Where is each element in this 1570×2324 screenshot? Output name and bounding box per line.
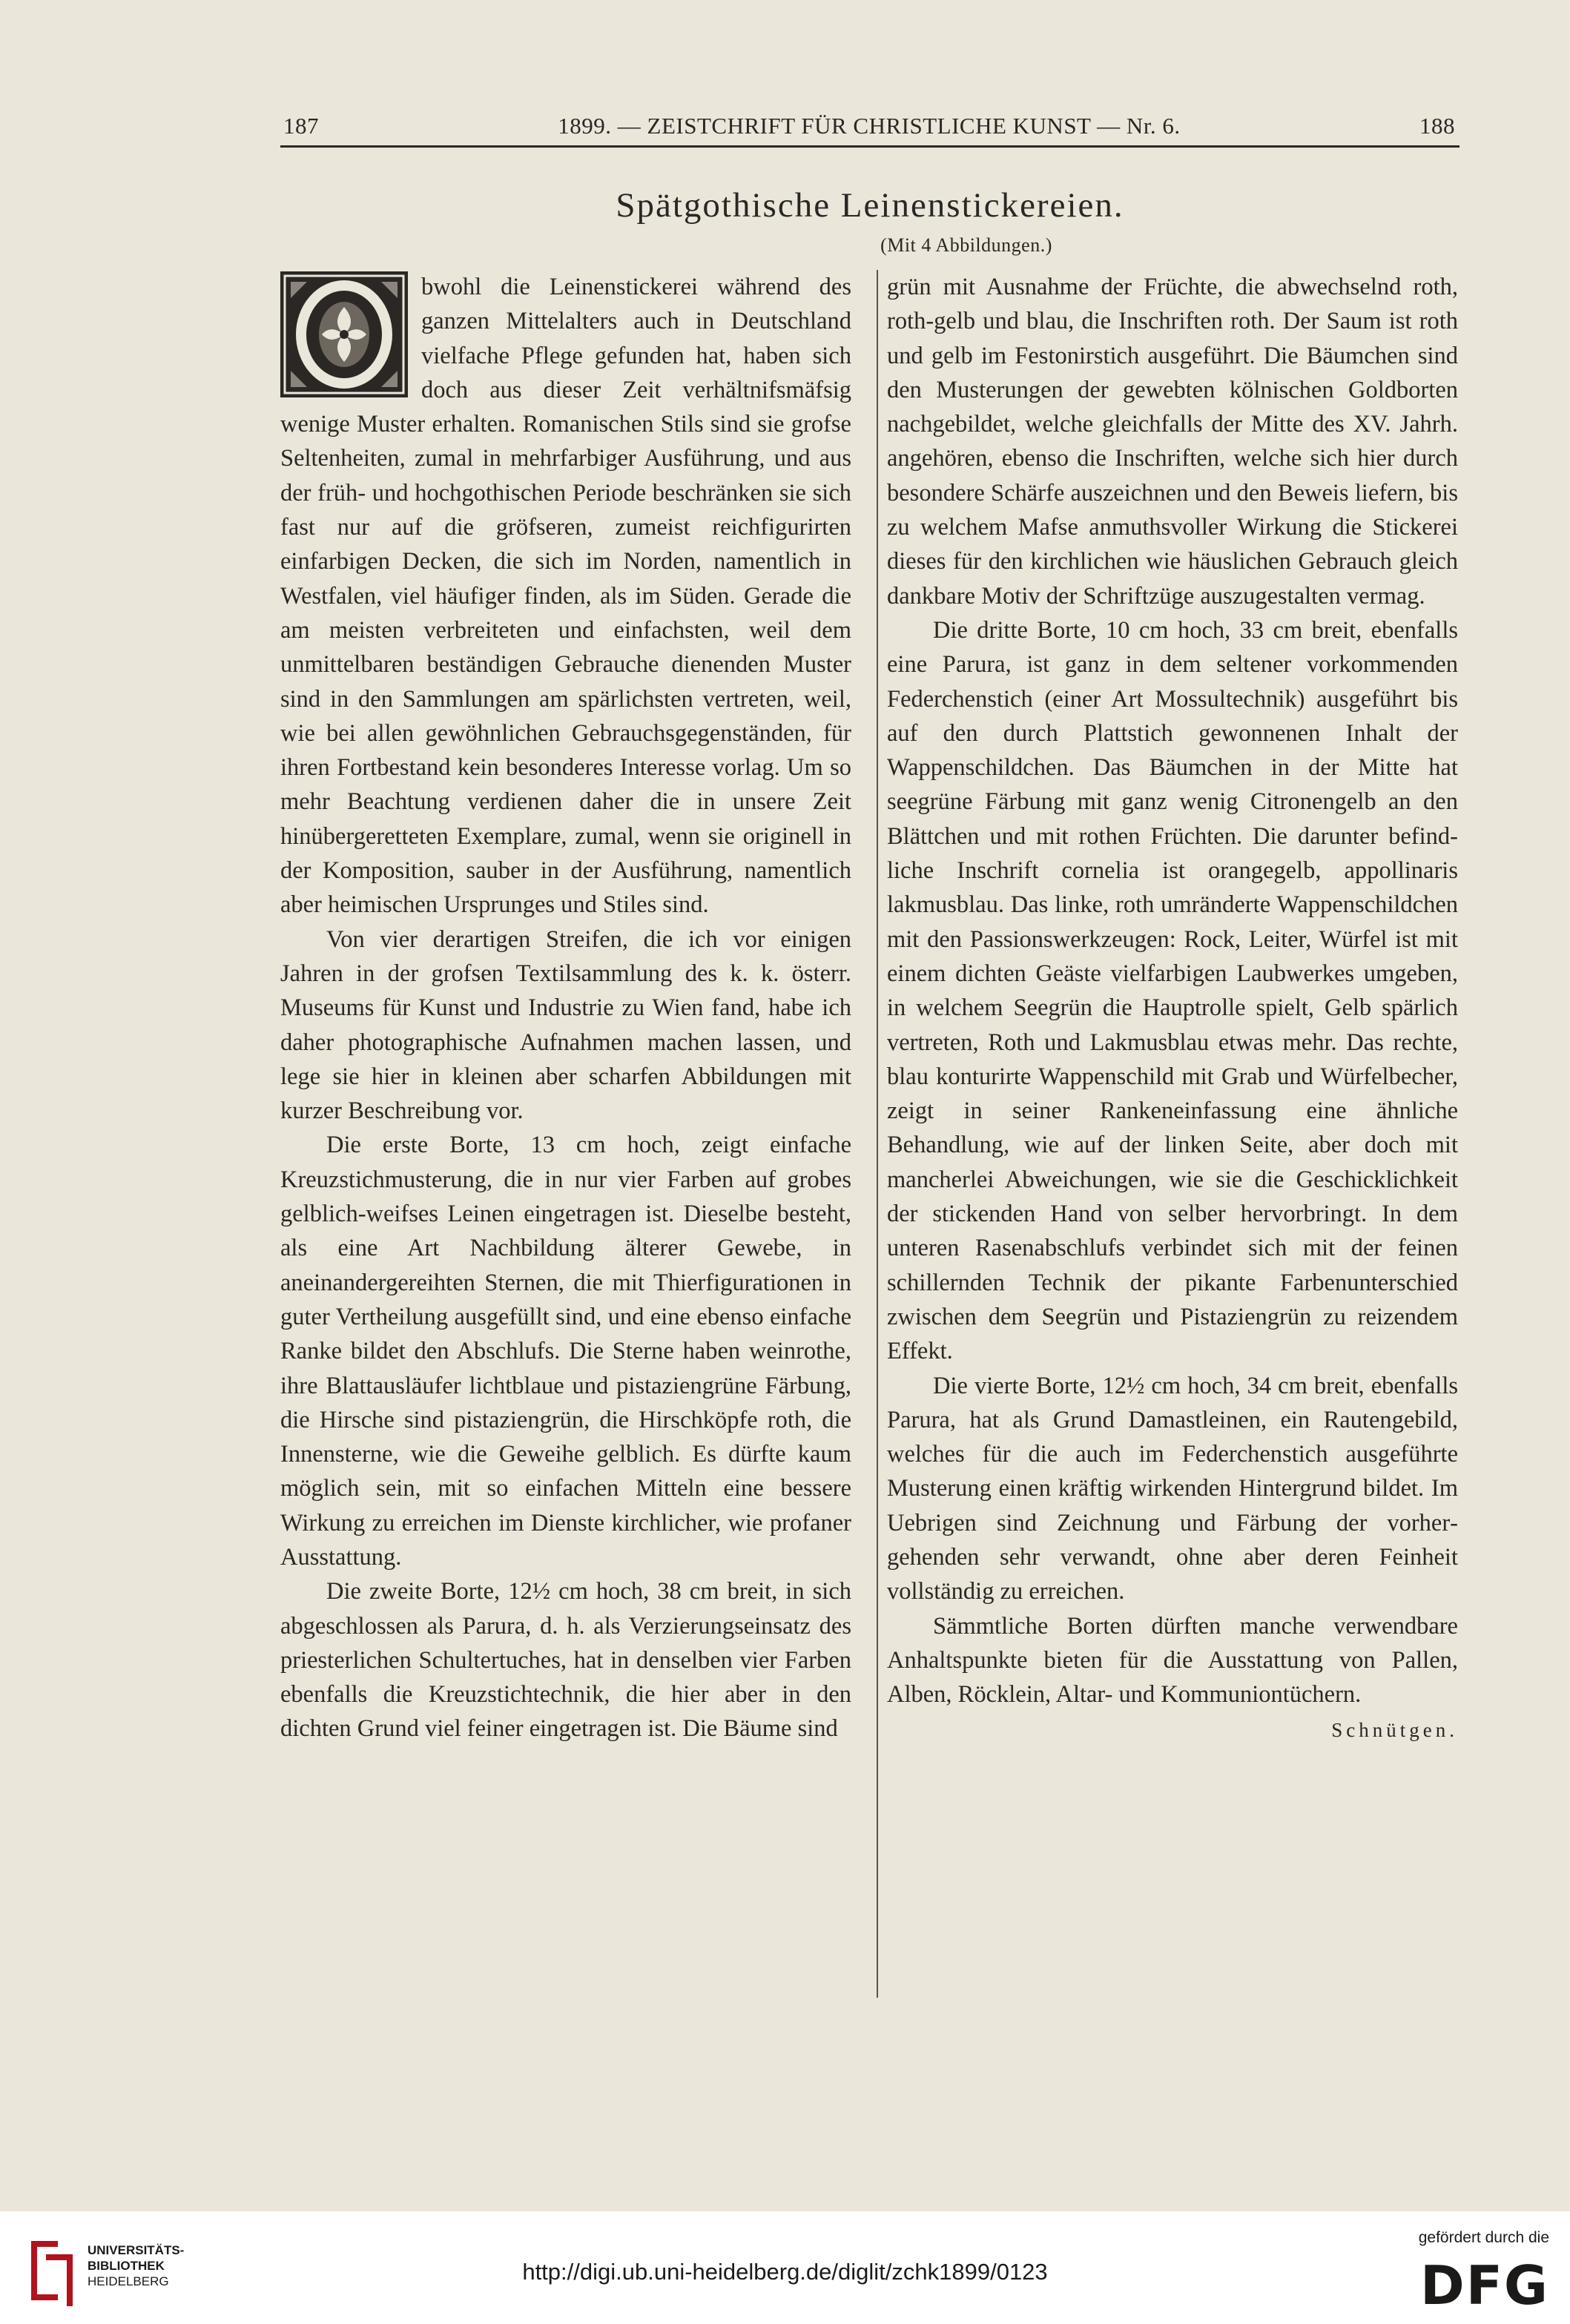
- author-signature: Schnütgen.: [1331, 1719, 1458, 1742]
- page-number-left: 187: [283, 113, 319, 139]
- paragraph-7: Die vierte Borte, 12½ cm hoch, 34 cm breit, ebenfalls Parura, hat als Grund Damastleinen, ein Rautengebild, welches für die auch im Federchenstich ausgeführte Musterung einen kräftig wirkenden Hintergrund bildet. Im Uebrigen sind Zeichnung und Färbung der vorhergehenden sehr verwandt, ohne aber deren Feinheit vollständig zu erreichen.: [887, 1372, 1458, 1605]
- paragraph-8: [887, 1609, 1458, 1742]
- left-column: [280, 270, 851, 1746]
- page-number-right: 188: [1419, 113, 1455, 139]
- paragraph-1: [280, 270, 851, 922]
- paragraph-1-text: bwohl die Leinenstickerei während des ganzen Mittelalters auch in Deutschland vielfache Pflege gefunden hat, haben sich doch aus dieser Zeit verhältnifsmäfsig wenige Muster erhalten. Romanischen Stils sind sie grofse Seltenheiten, zumal in mehrfarbiger Ausführung, und aus der früh- und hochgothischen Periode beschränken sie sich fast nur auf die gröfseren, zumeist reichfigurirten einfarbigen Decken, die sich im Norden, namentlich in Westfalen, viel häufiger finden, als im Süden. Gerade die am meisten verbreiteten und einfachsten, weil dem unmittelbaren beständigen Gebrauche dienenden Muster sind in den Sammlungen am spärlichsten vertreten, weil, wie bei allen gewöhnlichen Gebrauchsgegenständen, für ihren Fortbestand kein besonderes Interesse vorlag. Um so mehr Beachtung verdienen daher die in unsere Zeit hinübergeretteten Exemplare, zumal, wenn sie originell in der Komposition, sauber in der Ausführung, namentlich aber heimischen Ursprunges und Stiles sind.: [280, 274, 851, 919]
- column-divider: [877, 270, 878, 1998]
- funding-note: gefördert durch die: [1418, 2229, 1549, 2246]
- dfg-logo: DFG: [1419, 2254, 1549, 2317]
- paragraph-4: Die zweite Borte, 12½ cm hoch, 38 cm breit, in sich abgeschlossen als Parura, d. h. als Verzierungseinsatz des priesterlichen Schultertuches, hat in denselben vier Farben ebenfalls die Kreuzstichtechnik, die hier aber in den dichten Grund viel feiner eingetragen ist. Die Bäume sind: [280, 1578, 851, 1743]
- paragraph-2: Von vier derartigen Streifen, die ich vor einigen Jahren in der grofsen Textilsammlung des k. k. österr. Museums für Kunst und Industrie zu Wien fand, habe ich daher photographische Aufnahmen machen lassen, und lege sie hier in kleinen aber scharfen Abbildungen mit kurzer Beschreibung vor.: [280, 925, 851, 1125]
- article-subtitle: (Mit 4 Abbildungen.): [880, 234, 1052, 256]
- decorated-initial-o-icon: [280, 271, 408, 397]
- paragraph-3: Die erste Borte, 13 cm hoch, zeigt einfache Kreuzstichmusterung, die in nur vier Farben auf grobes gelblich-weifses Leinen eingetragen ist. Dieselbe besteht, als eine Art Nachbildung älterer Gewebe, in aneinandergereihten Sternen, die mit Thierfigurationen in guter Vertheilung ausgefüllt sind, und eine ebenso einfache Ranke bildet den Abschlufs. Die Sterne haben weinrothe, ihre Blattausläufer lichtblaue und pistaziengrüne Färbung, die Hirsche sind pistaziengrün, die Hirschköpfe roth, die Innensterne, wie die Geweihe gelblich. Es dürfte kaum möglich sein, mit so einfachen Mitteln eine bessere Wirkung zu erreichen im Dienste kirchlicher, wie profaner Ausstattung.: [280, 1132, 851, 1571]
- article-title: Spätgothische Leinenstickereien.: [616, 186, 1124, 225]
- footer-bar: [0, 2211, 1570, 2324]
- journal-header-text: 1899. — ZEISTCHRIFT FÜR CHRISTLICHE KUNST — Nr. 6.: [558, 113, 1181, 139]
- paragraph-5: grün mit Ausnahme der Früchte, die abwechselnd roth, roth-gelb und blau, die Inschriften roth. Der Saum ist roth und gelb im Festonirstich ausgeführt. Die Bäumchen sind den Musterungen der gewebten kölnischen Goldborten nachgebildet, welche gleichfalls der Mitte des XV. Jahrh. angehören, ebenso die Inschriften, welche sich hier durch besondere Schärfe auszeichnen und den Beweis liefern, bis zu welchem Mafse anmuthsvoller Wirkung die Stickerei dieses für den kirchlichen wie häuslichen Gebrauch gleich dankbare Motiv der Schriftzüge auszugestalten vermag.: [887, 274, 1458, 610]
- header-rule: [280, 145, 1459, 148]
- running-header: [283, 110, 1455, 142]
- paragraph-8-text: Sämmtliche Borten dürften manche verwendbare Anhaltspunkte bieten für die Ausstattung von Pallen, Alben, Röcklein, Altar- und Kommuniontüchern.: [887, 1612, 1458, 1709]
- paragraph-6: Die dritte Borte, 10 cm hoch, 33 cm breit, ebenfalls eine Parura, ist ganz in dem seltener vorkommenden Federchenstich (einer Art Mossultechnik) ausgeführt bis auf den durch Plattstich gewonnenen Inhalt der Wappenschildchen. Das Bäumchen in der Mitte hat seegrüne Färbung mit ganz wenig Citronengelb an den Blättchen und mit rothen Früchten. Die darunter befindliche Inschrift cornelia ist orangegelb, appollinaris lakmusblau. Das linke, roth umränderte Wappenschildchen mit den Passionswerkzeugen: Rock, Leiter, Würfel ist mit einem dichten Geäste vielfarbigen Laubwerkes umgeben, in welchem Seegrün die Hauptrolle spielt, Gelb spärlich vertreten, Roth und Lakmusblau etwas mehr. Das rechte, blau konturirte Wappenschild mit Grab und Würfelbecher, zeigt in seiner Rankeneinfassung eine ähnliche Behandlung, wie auf der linken Seite, aber doch mit mancherlei Abweichungen, wie sie die Geschicklichkeit der stickenden Hand von selber hervorbringt. In dem unteren Rasenabschlufs verbindet sich mit der feinen schillernden Technik der pikante Farbenunterschied zwischen dem Seegrün und Pistaziengrün zu reizendem Effekt.: [887, 616, 1458, 1365]
- library-name-line2: BIBLIOTHEK: [88, 2259, 165, 2273]
- right-column: [887, 270, 1458, 1748]
- library-name-line3: HEIDELBERG: [88, 2274, 169, 2288]
- permalink-url[interactable]: http://digi.ub.uni-heidelberg.de/diglit/zchk1899/0123: [522, 2259, 1048, 2285]
- library-name-line1: UNIVERSITÄTS-: [88, 2243, 185, 2257]
